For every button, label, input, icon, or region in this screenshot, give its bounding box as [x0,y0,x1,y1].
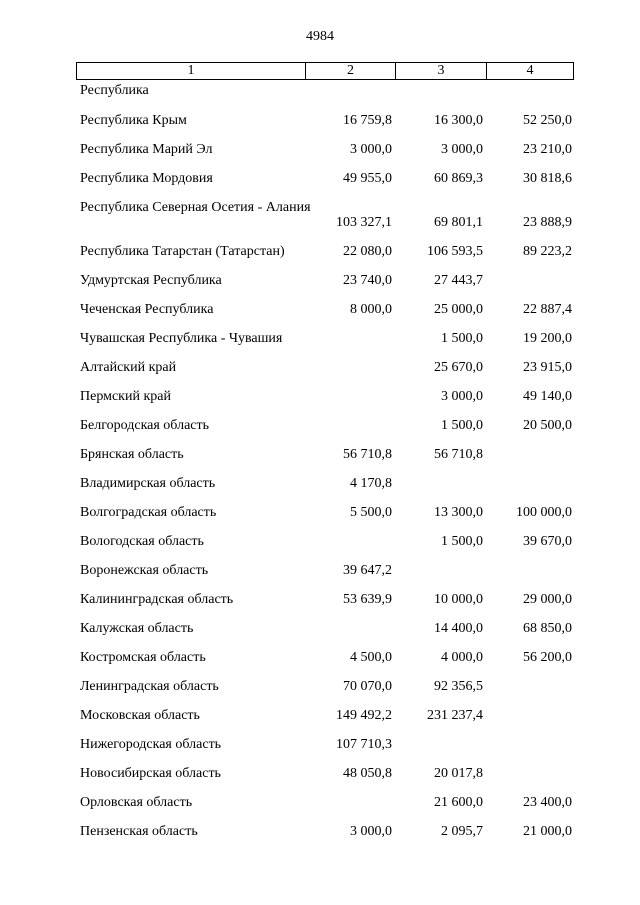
region-name: Брянская область [80,447,184,462]
table-row [0,266,640,295]
column-header-3: 3 [396,63,487,80]
value-column-3: 20 017,8 [434,766,483,781]
value-column-4: 19 200,0 [523,331,572,346]
value-column-2: 49 955,0 [343,171,392,186]
table-row [0,788,640,817]
value-column-3: 3 000,0 [441,389,483,404]
value-column-2: 48 050,8 [343,766,392,781]
table-row [0,527,640,556]
region-name: Пермский край [80,389,171,404]
value-column-4: 39 670,0 [523,534,572,549]
table-body [0,106,640,846]
value-column-4: 89 223,2 [523,244,572,259]
value-column-2: 3 000,0 [350,824,392,839]
value-column-3: 1 500,0 [441,534,483,549]
value-column-2: 39 647,2 [343,563,392,578]
value-column-2: 22 080,0 [343,244,392,259]
region-name: Калининградская область [80,592,234,607]
region-name: Алтайский край [80,360,177,375]
value-column-2: 149 492,2 [336,708,392,723]
value-column-2: 53 639,9 [343,592,392,607]
value-column-2: 70 070,0 [343,679,392,694]
region-name: Удмуртская Республика [80,273,222,288]
table-row [0,556,640,585]
value-column-3: 69 801,1 [434,215,483,230]
table-row [0,295,640,324]
region-name: Московская область [80,708,200,723]
region-name: Республика Северная Осетия - Алания [80,200,311,215]
value-column-2: 56 710,8 [343,447,392,462]
section-title: Республика [80,83,149,98]
table-row [0,237,640,266]
value-column-4: 23 400,0 [523,795,572,810]
table-row [0,701,640,730]
value-column-3: 21 600,0 [434,795,483,810]
value-column-4: 21 000,0 [523,824,572,839]
table-row [0,106,640,135]
value-column-2: 3 000,0 [350,142,392,157]
table-row [0,643,640,672]
region-name: Республика Татарстан (Татарстан) [80,244,285,259]
value-column-4: 23 915,0 [523,360,572,375]
region-name: Костромская область [80,650,206,665]
region-name: Белгородская область [80,418,210,433]
region-name: Ленинградская область [80,679,219,694]
region-name: Вологодская область [80,534,204,549]
value-column-4: 22 887,4 [523,302,572,317]
value-column-3: 25 670,0 [434,360,483,375]
value-column-3: 2 095,7 [441,824,483,839]
table-row [0,498,640,527]
region-name: Чеченская Республика [80,302,214,317]
region-name: Республика Мордовия [80,171,213,186]
value-column-3: 3 000,0 [441,142,483,157]
value-column-2: 16 759,8 [343,113,392,128]
value-column-4: 23 888,9 [523,215,572,230]
region-name: Воронежская область [80,563,209,578]
value-column-2: 23 740,0 [343,273,392,288]
table-row [0,817,640,846]
table-row [0,164,640,193]
table-row [0,353,640,382]
table-row [0,469,640,498]
region-name: Владимирская область [80,476,216,491]
region-name: Нижегородская область [80,737,222,752]
value-column-3: 16 300,0 [434,113,483,128]
value-column-4: 29 000,0 [523,592,572,607]
value-column-4: 68 850,0 [523,621,572,636]
value-column-2: 103 327,1 [336,215,392,230]
table-row [0,730,640,759]
value-column-3: 56 710,8 [434,447,483,462]
table-row [0,135,640,164]
value-column-2: 4 500,0 [350,650,392,665]
value-column-4: 23 210,0 [523,142,572,157]
value-column-2: 4 170,8 [350,476,392,491]
column-header-2: 2 [306,63,396,80]
value-column-3: 10 000,0 [434,592,483,607]
value-column-3: 92 356,5 [434,679,483,694]
value-column-3: 14 400,0 [434,621,483,636]
value-column-3: 1 500,0 [441,331,483,346]
table-row [0,759,640,788]
column-header-4: 4 [487,63,574,80]
region-name: Пензенская область [80,824,198,839]
region-name: Орловская область [80,795,193,810]
value-column-4: 52 250,0 [523,113,572,128]
value-column-3: 13 300,0 [434,505,483,520]
region-name: Новосибирская область [80,766,221,781]
value-column-3: 1 500,0 [441,418,483,433]
page-number: 4984 [306,29,334,44]
value-column-4: 49 140,0 [523,389,572,404]
column-header-1: 1 [77,63,306,80]
region-name: Республика Крым [80,113,187,128]
table-row [0,324,640,353]
table-row [0,382,640,411]
table-row [0,440,640,469]
value-column-3: 60 869,3 [434,171,483,186]
value-column-4: 20 500,0 [523,418,572,433]
table-row [0,411,640,440]
column-header-row [77,63,574,80]
value-column-3: 25 000,0 [434,302,483,317]
value-column-3: 27 443,7 [434,273,483,288]
value-column-3: 4 000,0 [441,650,483,665]
value-column-2: 5 500,0 [350,505,392,520]
value-column-2: 8 000,0 [350,302,392,317]
value-column-3: 106 593,5 [427,244,483,259]
region-name: Калужская область [80,621,194,636]
region-name: Чувашская Республика - Чувашия [80,331,283,346]
region-name: Волгоградская область [80,505,217,520]
table-row [0,672,640,701]
value-column-4: 30 818,6 [523,171,572,186]
column-header-table [76,62,574,80]
table-row [0,614,640,643]
value-column-4: 100 000,0 [516,505,572,520]
value-column-2: 107 710,3 [336,737,392,752]
table-row [0,193,640,237]
value-column-3: 231 237,4 [427,708,483,723]
table-row [0,585,640,614]
region-name: Республика Марий Эл [80,142,213,157]
value-column-4: 56 200,0 [523,650,572,665]
